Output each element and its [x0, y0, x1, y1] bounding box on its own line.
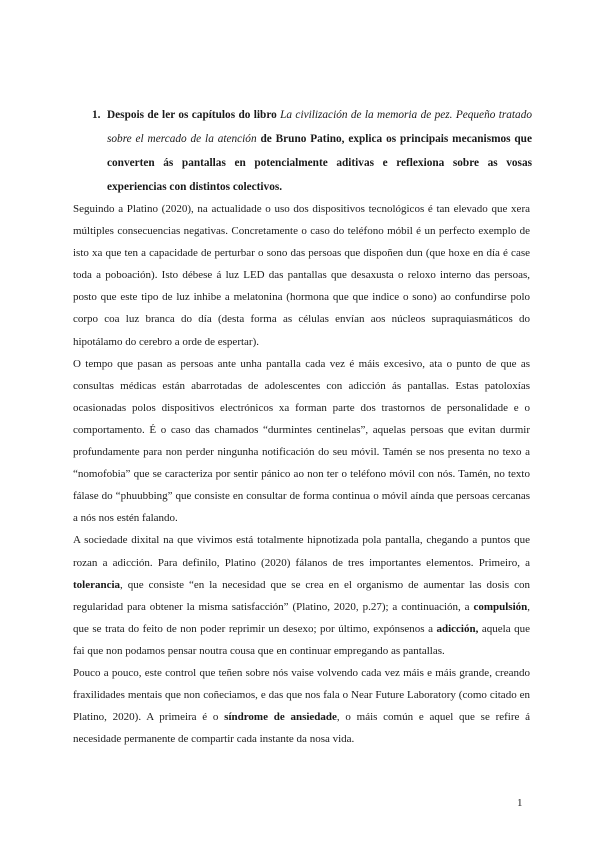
paragraph: Seguindo a Platino (2020), na actualidade o uso dos dispositivos tecnológicos é tan elevado que xera múltiples consecuencias negativas. Concretamente o caso do teléfono móbil é un perfecto exemplo de isto xa que ten a capacidade de perturbar o sono das persoas que dispoñen dun (que hoxe en día é case toda a poboación). Isto débese á luz LED das pantallas que desaxusta o reloxo interno das persoas, posto que este tipo de luz inhibe a melatonina (hormona que que indice o sono) ao confundirse polo corpo coa luz branca do día (desta forma as células envían aos núcleos supraquiasmáticos do hipotálamo do cerebro a orde de espertar). — [73, 203, 530, 348]
term-compulsion: compulsión — [473, 600, 528, 613]
term-adiccion: adicción, — [436, 622, 479, 635]
paragraph-text: aquela que fai que non podamos pensar noutra cousa que en continuar empregando as pantallas. — [73, 622, 530, 657]
paragraph-text: , que se trata do feito de non poder reprimir un desexo; por último, expónsenos a — [73, 600, 530, 635]
book-title: La civilización de la memoria de pez. Pequeño tratado sobre el mercado de la atención — [107, 109, 532, 145]
body-text — [73, 198, 530, 750]
term-sindrome-ansiedade: síndrome de ansiedade — [224, 711, 337, 724]
question-number: 1. — [92, 109, 101, 121]
term-tolerancia: tolerancia — [73, 578, 121, 591]
page-number: 1 — [517, 797, 523, 809]
paragraph — [73, 529, 530, 662]
paragraph — [73, 662, 530, 750]
question-lead: Despois de ler os capítulos do libro — [107, 109, 281, 121]
paragraph: O tempo que pasan as persoas ante unha pantalla cada vez é máis excesivo, ata o punto de que as consultas médicas están abarrotadas de adolescentes con adicción ás pantallas. Estas patoloxías ocasionadas polos dispositivos electrónicos xa forman parte dos trastornos de personalidade e o comportamento. É o caso das chamados “durmintes centinelas”, aquelas persoas que evitan durmir profundamente para non perder ningunha notificación do seu móvil. Tamén se nos presenta no texo a “nomofobia” que se caracteriza por sentir pánico ao non ter o teléfono móvil con nós. Tamén, no texto fálase do “phuubbing” que consiste en consultar de forma continua o móvil aínda que persoas cercanas a nós nos estén falando. — [73, 357, 530, 525]
question-rest: de Bruno Patino, explica os principais mecanismos que converten ás pantallas en potencialmente aditivas e reflexiona sobre as vosas experiencias con distintos colectivos. — [107, 133, 532, 193]
paragraph-text: , o máis común e aquel que se refire á necesidade permanente de compartir cada instante da nosa vida. — [73, 711, 531, 746]
paragraph-text: , que consiste “en la necesidad que se crea en el organismo de aumentar las dosis con regularidad para obtener la misma satisfacción” (Platino, 2020, p.27); a continuación, a — [73, 578, 530, 613]
paragraph-text: A sociedade dixital na que vivimos está totalmente hipnotizada pola pantalla, chegando a puntos que rozan a adicción. Para definilo, Platino (2020) fálanos de tres importantes elementos. Primeiro, a — [73, 534, 530, 569]
paragraph-text: Pouco a pouco, este control que teñen sobre nós vaise volvendo cada vez máis e máis grande, creando fraxilidades mentais que non coñeciamos, e das que nos fala o Near Future Laboratory (como citado en Platino, 2020). A primeira é o — [73, 666, 530, 724]
question-text — [107, 103, 532, 199]
question-heading — [92, 103, 532, 199]
